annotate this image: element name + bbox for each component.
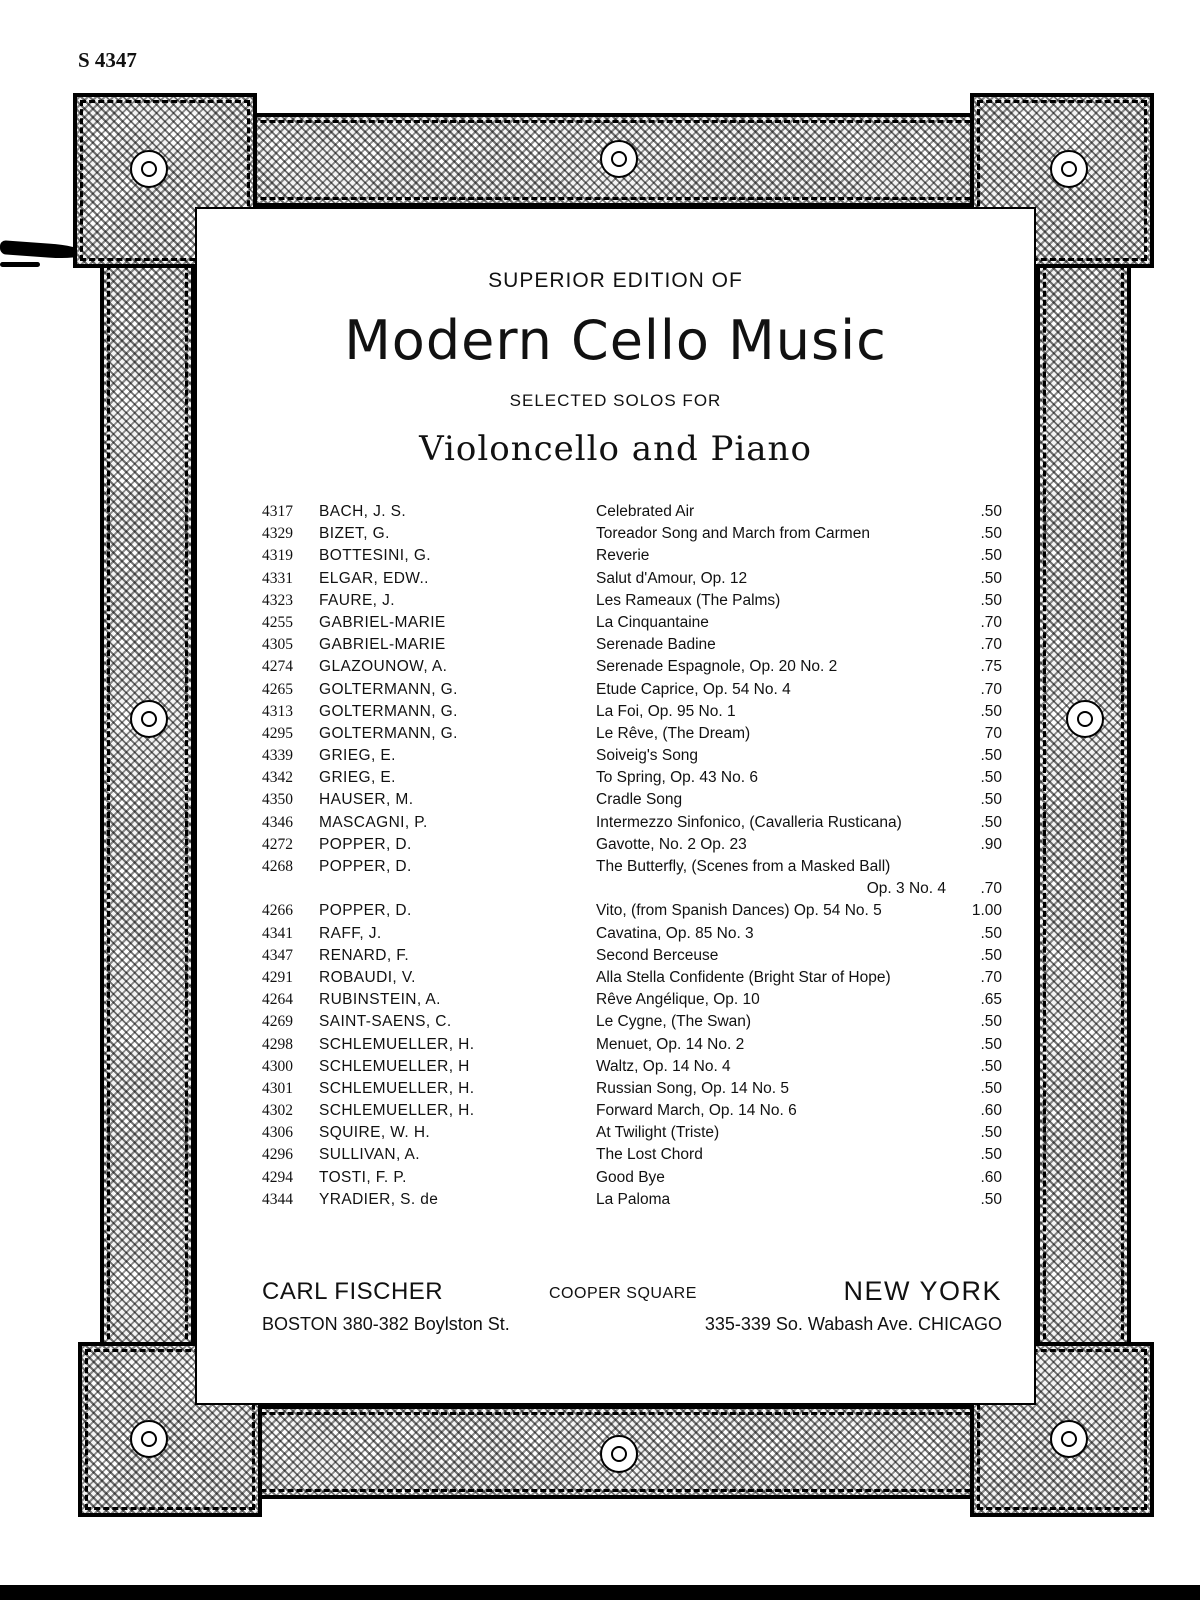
work-title: Serenade Badine [596, 636, 716, 654]
catalog-number: 4302 [262, 1102, 293, 1120]
composer-name: POPPER, D. [319, 902, 412, 920]
work-title: Soiveig's Song [596, 747, 699, 765]
price: .50 [980, 1013, 1002, 1031]
composer-name: GOLTERMANN, G. [319, 702, 458, 720]
catalog-entry [262, 612, 1002, 634]
price: .50 [980, 1079, 1002, 1097]
composer-name: RENARD, F. [319, 946, 410, 964]
composer-name: GABRIEL-MARIE [319, 613, 446, 631]
catalog-entry [262, 1167, 1002, 1189]
catalog-number: 4265 [262, 680, 293, 698]
work-title: Alla Stella Confidente (Bright Star of Hope) [596, 968, 891, 986]
publisher-name: CARL FISCHER [262, 1278, 444, 1305]
catalog-entry [262, 989, 1002, 1011]
work-title: La Foi, Op. 95 No. 1 [596, 702, 736, 720]
composer-name: YRADIER, S. de [319, 1190, 439, 1208]
price: .90 [980, 835, 1002, 853]
catalog-number: 4350 [262, 791, 293, 809]
price: .65 [980, 991, 1002, 1009]
catalog-number: 4300 [262, 1057, 293, 1075]
work-title: Vito, (from Spanish Dances) Op. 54 No. 5 [596, 902, 882, 920]
catalog-number: 4323 [262, 591, 293, 609]
catalog-entry [262, 967, 1002, 989]
work-title: At Twilight (Triste) [596, 1124, 720, 1142]
catalog-entry [262, 545, 1002, 567]
catalog-entry [262, 1034, 1002, 1056]
work-title: Forward March, Op. 14 No. 6 [596, 1102, 797, 1120]
price: 70 [984, 724, 1002, 742]
work-title: Serenade Espagnole, Op. 20 No. 2 [596, 658, 838, 676]
catalog-number: 4319 [262, 547, 293, 565]
catalog-number: 4341 [262, 924, 293, 942]
frame-band-right [1036, 113, 1131, 1499]
price: .50 [980, 569, 1002, 587]
composer-name: GABRIEL-MARIE [319, 636, 446, 654]
composer-name: ELGAR, EDW.. [319, 569, 429, 587]
catalog-number: 4274 [262, 658, 293, 676]
catalog-number: 4291 [262, 968, 293, 986]
price: .70 [980, 880, 1002, 897]
price: .70 [980, 613, 1002, 631]
catalog-entry [262, 1144, 1002, 1166]
catalog-entry [262, 568, 1002, 590]
publisher-address: COOPER SQUARE [549, 1285, 697, 1302]
work-title: Intermezzo Sinfonico, (Cavalleria Rusticana) [596, 813, 902, 831]
publisher-line [262, 1276, 1002, 1312]
catalog-number: 4298 [262, 1035, 293, 1053]
catalog-entry [262, 701, 1002, 723]
composer-name: ROBAUDI, V. [319, 968, 416, 986]
catalog-entry [262, 679, 1002, 701]
catalog-number: 4331 [262, 569, 293, 587]
catalog-entry [262, 923, 1002, 945]
price: .50 [980, 547, 1002, 565]
rose-ornament-icon [130, 150, 168, 188]
price: .70 [980, 968, 1002, 986]
branch-boston: BOSTON 380-382 Boylston St. [262, 1314, 510, 1334]
work-title: Cavatina, Op. 85 No. 3 [596, 924, 754, 942]
work-title: To Spring, Op. 43 No. 6 [596, 769, 758, 787]
catalog-entry [262, 1011, 1002, 1033]
composer-name: POPPER, D. [319, 835, 412, 853]
catalog-entry [262, 1056, 1002, 1078]
work-title: La Paloma [596, 1190, 671, 1208]
price: .50 [980, 924, 1002, 942]
composer-name: BIZET, G. [319, 525, 390, 543]
catalog-entry [262, 767, 1002, 789]
work-title: Rêve Angélique, Op. 10 [596, 991, 760, 1009]
price: .50 [980, 813, 1002, 831]
catalog-number: 4305 [262, 636, 293, 654]
catalog-number: 4296 [262, 1146, 293, 1164]
work-title: Toreador Song and March from Carmen [596, 525, 870, 543]
composer-name: RUBINSTEIN, A. [319, 991, 441, 1009]
work-title: Cradle Song [596, 791, 683, 809]
work-title: Le Rêve, (The Dream) [596, 724, 751, 742]
publisher-city: NEW YORK [843, 1276, 1002, 1306]
scan-smudge [0, 240, 82, 260]
work-title: Russian Song, Op. 14 No. 5 [596, 1079, 790, 1097]
edition-label: SUPERIOR EDITION OF [488, 269, 743, 292]
catalog-entry [262, 834, 1002, 856]
catalog-entry [262, 945, 1002, 967]
composer-name: GLAZOUNOW, A. [319, 658, 448, 676]
catalog-number: 4313 [262, 702, 293, 720]
rose-ornament-icon [1066, 700, 1104, 738]
catalog-entry [262, 1189, 1002, 1211]
price: .50 [980, 946, 1002, 964]
catalog-entry [262, 590, 1002, 612]
work-title: Salut d'Amour, Op. 12 [596, 569, 748, 587]
catalog-number: 4269 [262, 1013, 293, 1031]
price: .50 [980, 1035, 1002, 1053]
price: .50 [980, 791, 1002, 809]
work-title: Waltz, Op. 14 No. 4 [596, 1057, 731, 1075]
catalog-entry [262, 1078, 1002, 1100]
price: .50 [980, 591, 1002, 609]
page-subtitle: Violoncello and Piano [419, 429, 812, 469]
price: .60 [980, 1102, 1002, 1120]
scan-smudge [0, 262, 40, 267]
catalog-number: 4255 [262, 613, 293, 631]
page-title: Modern Cello Music [344, 309, 887, 372]
work-title: Menuet, Op. 14 No. 2 [596, 1035, 745, 1053]
work-title: The Lost Chord [596, 1146, 703, 1164]
work-title: Les Rameaux (The Palms) [596, 591, 781, 609]
price: .60 [980, 1168, 1002, 1186]
composer-name: GRIEG, E. [319, 769, 396, 787]
price: .50 [980, 1057, 1002, 1075]
catalog-entry [262, 501, 1002, 523]
price: .50 [980, 747, 1002, 765]
price: .50 [980, 702, 1002, 720]
branch-chicago: 335-339 So. Wabash Ave. CHICAGO [704, 1314, 1002, 1334]
composer-name: MASCAGNI, P. [319, 813, 428, 831]
composer-name: SULLIVAN, A. [319, 1146, 421, 1164]
rose-ornament-icon [600, 140, 638, 178]
composer-name: BOTTESINI, G. [319, 547, 431, 565]
catalog-entry [262, 789, 1002, 811]
frame-band-left [100, 113, 195, 1499]
catalog-list [262, 501, 1002, 1211]
composer-name: FAURE, J. [319, 591, 395, 609]
plate-number: S 4347 [78, 48, 137, 72]
catalog-number: 4339 [262, 747, 293, 765]
composer-name: TOSTI, F. P. [319, 1168, 407, 1186]
composer-name: HAUSER, M. [319, 791, 414, 809]
catalog-entry [262, 723, 1002, 745]
catalog-entry [262, 656, 1002, 678]
work-title: Gavotte, No. 2 Op. 23 [596, 835, 747, 853]
composer-name: GOLTERMANN, G. [319, 724, 458, 742]
catalog-number: 4344 [262, 1190, 293, 1208]
work-title: Reverie [596, 547, 650, 565]
catalog-number: 4272 [262, 835, 293, 853]
catalog-entry [262, 812, 1002, 834]
title-panel [195, 207, 1036, 1405]
composer-name: POPPER, D. [319, 858, 412, 875]
work-title: Good Bye [596, 1168, 665, 1186]
composer-name: SCHLEMUELLER, H. [319, 1102, 475, 1120]
catalog-number: 4347 [262, 946, 293, 964]
rose-ornament-icon [1050, 1420, 1088, 1458]
price: .50 [980, 525, 1002, 543]
work-title: Etude Caprice, Op. 54 No. 4 [596, 680, 791, 698]
price: .50 [980, 1146, 1002, 1164]
catalog-number: 4301 [262, 1079, 293, 1097]
catalog-entry [262, 856, 1002, 900]
catalog-number: 4306 [262, 1124, 293, 1142]
rose-ornament-icon [130, 1420, 168, 1458]
composer-name: RAFF, J. [319, 924, 382, 942]
composer-name: SCHLEMUELLER, H [319, 1057, 470, 1075]
composer-name: GOLTERMANN, G. [319, 680, 458, 698]
work-title-continued: Op. 3 No. 4 [866, 880, 946, 897]
work-title: The Butterfly, (Scenes from a Masked Ball) [596, 858, 891, 875]
price: .50 [980, 1190, 1002, 1208]
composer-name: SCHLEMUELLER, H. [319, 1079, 475, 1097]
work-title: La Cinquantaine [596, 613, 709, 631]
composer-name: SCHLEMUELLER, H. [319, 1035, 475, 1053]
catalog-number: 4295 [262, 724, 293, 742]
price: .50 [980, 1124, 1002, 1142]
price: .50 [980, 503, 1002, 520]
branch-line [262, 1314, 1002, 1344]
selected-label: SELECTED SOLOS FOR [509, 391, 722, 410]
catalog-entry [262, 1100, 1002, 1122]
rose-ornament-icon [1050, 150, 1088, 188]
catalog-entry [262, 634, 1002, 656]
composer-name: SQUIRE, W. H. [319, 1124, 431, 1142]
catalog-number: 4342 [262, 769, 293, 787]
price: .75 [980, 658, 1002, 676]
rose-ornament-icon [130, 700, 168, 738]
composer-name: GRIEG, E. [319, 747, 396, 765]
scan-edge-strip [0, 1585, 1200, 1600]
price: .70 [980, 636, 1002, 654]
catalog-number: 4268 [262, 858, 293, 875]
price: .70 [980, 680, 1002, 698]
catalog-entry [262, 523, 1002, 545]
price: .50 [980, 769, 1002, 787]
catalog-entry [262, 1122, 1002, 1144]
catalog-number: 4329 [262, 525, 293, 543]
catalog-number: 4317 [262, 503, 293, 520]
price: 1.00 [971, 902, 1002, 920]
work-title: Celebrated Air [596, 503, 695, 520]
composer-name: SAINT-SAENS, C. [319, 1013, 452, 1031]
catalog-number: 4264 [262, 991, 293, 1009]
catalog-entry [262, 745, 1002, 767]
work-title: Second Berceuse [596, 946, 719, 964]
catalog-number: 4294 [262, 1168, 293, 1186]
composer-name: BACH, J. S. [319, 503, 407, 520]
catalog-number: 4346 [262, 813, 293, 831]
catalog-number: 4266 [262, 902, 293, 920]
rose-ornament-icon [600, 1435, 638, 1473]
catalog-entry [262, 900, 1002, 922]
work-title: Le Cygne, (The Swan) [596, 1013, 752, 1031]
